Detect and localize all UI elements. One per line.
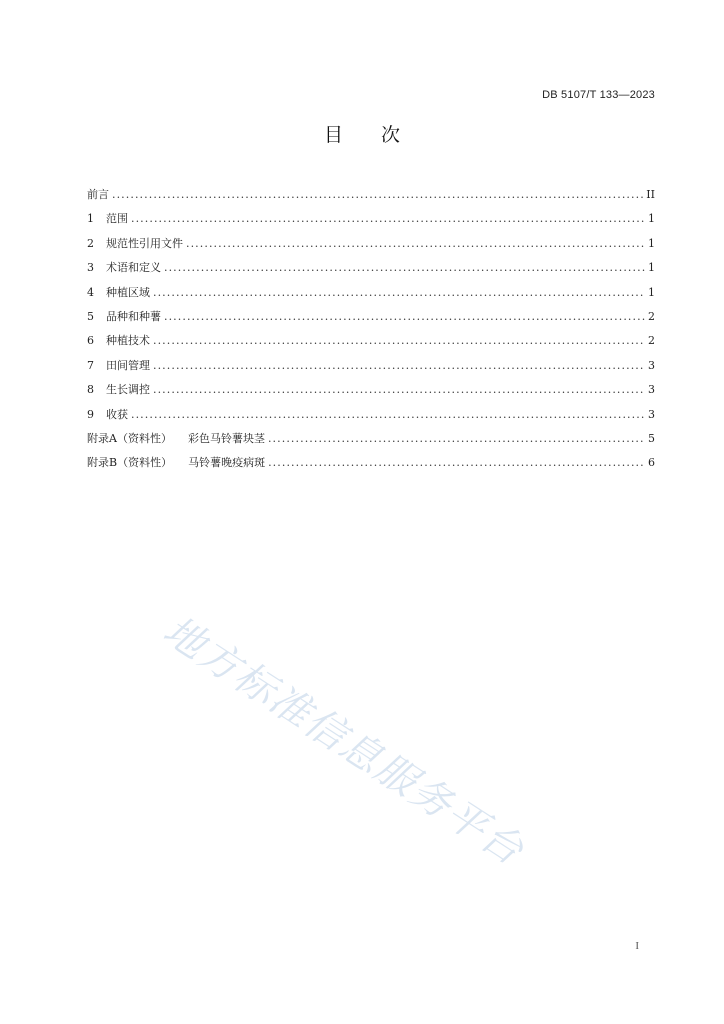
toc-number: 9 bbox=[87, 407, 94, 421]
dot-leader bbox=[164, 259, 645, 277]
toc-item-planting-technique[interactable] bbox=[87, 332, 655, 356]
toc-page-number: 6 bbox=[648, 456, 655, 470]
table-of-contents bbox=[87, 186, 655, 479]
dot-leader bbox=[186, 235, 645, 253]
toc-page-number: 3 bbox=[648, 407, 655, 421]
toc-label: 种植区域 bbox=[106, 285, 150, 299]
document-code: DB 5107/T 133—2023 bbox=[542, 89, 655, 101]
page-title: 目次 bbox=[323, 124, 438, 146]
toc-page-number: II bbox=[646, 188, 655, 201]
dot-leader bbox=[153, 357, 645, 375]
dot-leader bbox=[131, 210, 645, 228]
toc-page-number: 2 bbox=[648, 309, 655, 323]
toc-item-terms-definitions[interactable] bbox=[87, 259, 655, 283]
toc-number: 7 bbox=[87, 358, 94, 372]
toc-label: 范围 bbox=[106, 212, 128, 226]
toc-label: 术语和定义 bbox=[106, 261, 161, 275]
toc-page-number: 3 bbox=[648, 383, 655, 397]
toc-item-harvest[interactable] bbox=[87, 406, 655, 430]
toc-item-field-management[interactable] bbox=[87, 357, 655, 381]
toc-label: 种植技术 bbox=[106, 334, 150, 348]
toc-page-number: 1 bbox=[648, 285, 655, 299]
dot-leader bbox=[153, 284, 645, 302]
annex-tag: 附录A（资料性） bbox=[87, 431, 172, 445]
toc-number: 2 bbox=[87, 236, 94, 250]
toc-label: 前言 bbox=[87, 188, 109, 201]
toc-page-number: 1 bbox=[648, 236, 655, 250]
toc-item-planting-area[interactable] bbox=[87, 284, 655, 308]
toc-label: 生长调控 bbox=[106, 383, 150, 397]
dot-leader bbox=[131, 406, 645, 424]
annex-title: 马铃薯晚疫病斑 bbox=[188, 456, 266, 470]
toc-page-number: 3 bbox=[648, 358, 655, 372]
toc-number: 5 bbox=[87, 309, 94, 323]
dot-leader bbox=[112, 186, 643, 204]
toc-number: 4 bbox=[87, 285, 94, 299]
toc-item-annex-b[interactable] bbox=[87, 454, 655, 478]
toc-number: 3 bbox=[87, 261, 94, 275]
toc-page-number: 5 bbox=[648, 431, 655, 445]
toc-label: 品种和种薯 bbox=[106, 309, 161, 323]
toc-label: 规范性引用文件 bbox=[106, 236, 183, 250]
toc-number: 8 bbox=[87, 383, 94, 397]
toc-item-variety-seed-potato[interactable] bbox=[87, 308, 655, 332]
toc-label: 收获 bbox=[106, 407, 128, 421]
toc-item-scope[interactable] bbox=[87, 210, 655, 234]
toc-page-number: 2 bbox=[648, 334, 655, 348]
toc-page-number: 1 bbox=[648, 212, 655, 226]
dot-leader bbox=[153, 332, 645, 350]
dot-leader bbox=[268, 430, 645, 448]
dot-leader bbox=[268, 454, 645, 472]
toc-item-foreword[interactable] bbox=[87, 186, 655, 210]
annex-tag: 附录B（资料性） bbox=[87, 456, 173, 470]
toc-label: 田间管理 bbox=[106, 358, 150, 372]
watermark: 地方标准信息服务平台 bbox=[155, 607, 533, 875]
toc-number: 6 bbox=[87, 334, 94, 348]
toc-page-number: 1 bbox=[648, 261, 655, 275]
dot-leader bbox=[153, 381, 645, 399]
dot-leader bbox=[164, 308, 645, 326]
toc-item-growth-regulation[interactable] bbox=[87, 381, 655, 405]
toc-number: 1 bbox=[87, 212, 94, 226]
page-number: I bbox=[635, 940, 639, 952]
annex-title: 彩色马铃薯块茎 bbox=[187, 431, 265, 445]
toc-item-normative-references[interactable] bbox=[87, 235, 655, 259]
toc-item-annex-a[interactable] bbox=[87, 430, 655, 454]
